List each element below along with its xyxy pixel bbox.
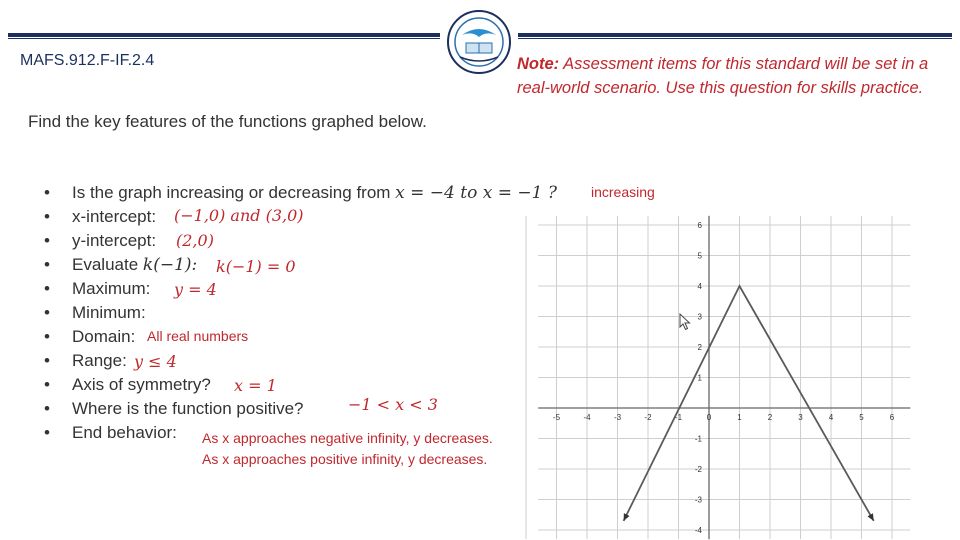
x-tick-label: -5 xyxy=(552,413,561,422)
function-line xyxy=(624,286,874,521)
x-tick-label: -3 xyxy=(613,413,622,422)
x-tick-label: 4 xyxy=(828,413,834,422)
y-tick-label: -4 xyxy=(694,526,702,535)
note-label: Note: xyxy=(517,55,560,73)
answer-y-intercept: (2,0) xyxy=(176,231,214,250)
y-tick-label: 5 xyxy=(697,251,702,261)
answer-range: y ≤ 4 xyxy=(134,352,177,371)
question-item: • End behavior: xyxy=(44,421,557,445)
answer-end-behavior xyxy=(202,428,493,470)
end-behavior-line-1: As x approaches negative infinity, y decreases. xyxy=(202,430,493,446)
question-item: • Where is the function positive? xyxy=(44,397,557,421)
prompt-text: Find the key features of the functions graphed below. xyxy=(28,112,427,131)
answer-positive: −1 < x < 3 xyxy=(348,395,438,414)
standard-code: MAFS.912.F-IF.2.4 xyxy=(20,52,155,69)
x-tick-label: 5 xyxy=(859,413,864,422)
question-item: • Axis of symmetry? xyxy=(44,373,557,397)
mouse-pointer-icon xyxy=(679,313,691,331)
question-item: • x-intercept: xyxy=(44,205,557,229)
x-tick-label: 0 xyxy=(706,413,712,422)
x-tick-label: 2 xyxy=(767,413,773,422)
answer-evaluate: k(−1) = 0 xyxy=(216,257,296,276)
question-item: • Is the graph increasing or decreasing from x = −4 to x = −1 ? xyxy=(44,181,557,205)
question-item: • Minimum: xyxy=(44,301,557,325)
header-rule-left xyxy=(8,33,440,39)
question-item: • Evaluate k(−1): xyxy=(44,253,557,277)
answer-increasing: increasing xyxy=(591,184,655,200)
note-body: Assessment items for this standard will be set in a real-world scenario. Use this question for skills practice. xyxy=(517,55,929,97)
y-tick-label: -1 xyxy=(694,434,702,444)
answer-x-intercept: (−1,0) and (3,0) xyxy=(174,206,304,225)
y-tick-label: 1 xyxy=(697,373,702,383)
answer-axis-symmetry: x = 1 xyxy=(234,376,277,395)
y-tick-label: 3 xyxy=(697,312,702,322)
question-item: • Maximum: xyxy=(44,277,557,301)
header-rule-right xyxy=(518,33,952,39)
function-graph xyxy=(552,203,924,535)
x-tick-label: 6 xyxy=(889,413,895,422)
y-tick-label: -2 xyxy=(694,465,702,474)
question-item: • Domain: xyxy=(44,325,557,349)
x-tick-label: 1 xyxy=(737,413,742,422)
end-behavior-line-2: As x approaches positive infinity, y decreases. xyxy=(202,451,488,467)
y-tick-label: 2 xyxy=(697,343,702,352)
x-tick-label: -4 xyxy=(583,413,591,422)
district-seal-icon xyxy=(446,9,512,75)
x-tick-label: -1 xyxy=(674,413,683,422)
question-item: • Range: xyxy=(44,349,557,373)
answer-maximum: y = 4 xyxy=(174,280,217,299)
y-tick-label: -3 xyxy=(694,495,702,505)
x-tick-label: -2 xyxy=(644,413,652,422)
x-tick-label: 3 xyxy=(798,413,803,422)
note-text xyxy=(517,52,947,100)
y-tick-label: 6 xyxy=(697,221,702,230)
y-tick-label: 4 xyxy=(697,282,702,291)
question-item: • y-intercept: xyxy=(44,229,557,253)
answer-domain: All real numbers xyxy=(147,328,249,344)
